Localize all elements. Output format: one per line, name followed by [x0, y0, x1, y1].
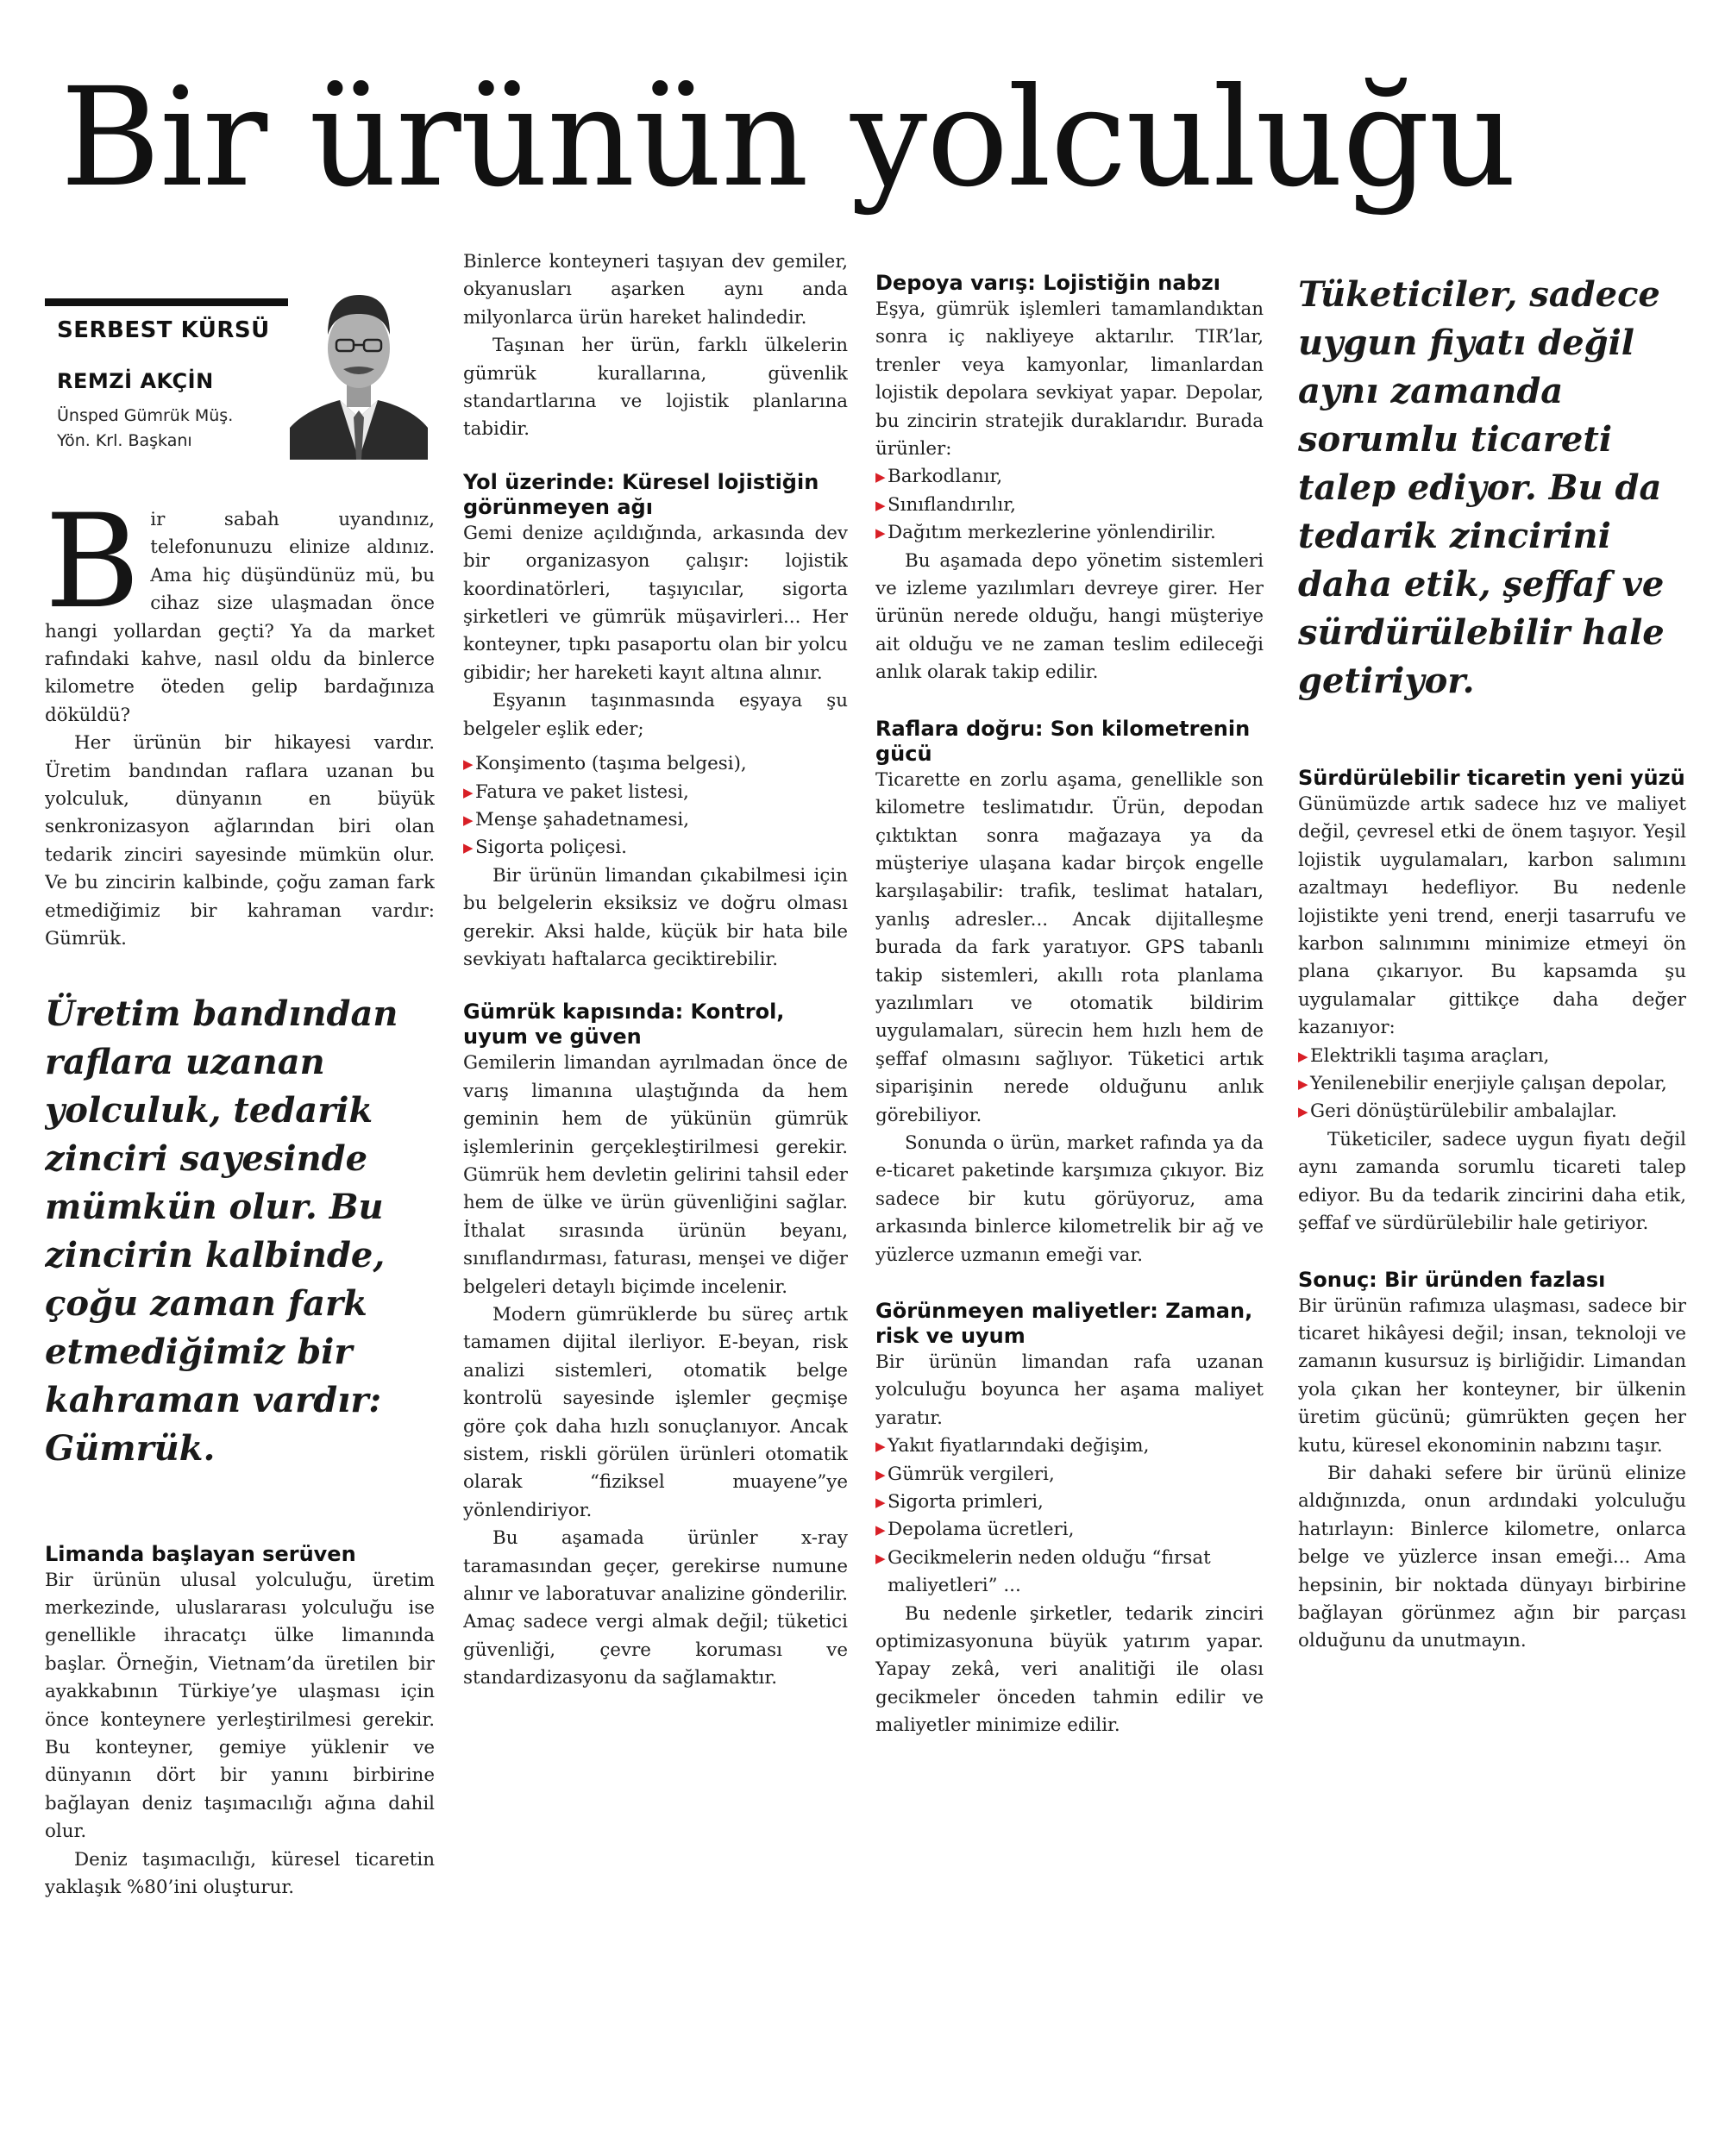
paragraph: Deniz taşımacılığı, küresel ticaretin yaklaşık %80’ini oluşturur. — [45, 1848, 435, 1898]
list-item-text: Yenilenebilir enerjiyle çalışan depolar, — [1310, 1073, 1667, 1095]
list-item-text: Barkodlanır, — [888, 466, 1003, 488]
list-item — [1298, 1070, 1686, 1098]
list-item — [463, 806, 848, 834]
section-text — [875, 767, 1264, 1269]
subheading-depoya-varis: Depoya varış: Lojistiğin nabzı — [875, 271, 1220, 295]
bullet-triangle-icon: ▶ — [875, 469, 886, 486]
paragraph: Bir ürünün ulusal yolculuğu, üretim merkezinde, uluslararası yolculuğu ise genellikle ihracatçı ülke limanında başlar. Örneğin, Vietnam’da üretilen bir ayakkabının Türkiye’ye ulaşması için önce konteynere yerleştirilmesi gerekir. Bu konteyner, gemiye yüklenir ve dünyanın dört bir yanını birbirine bağlayan deniz taşımacılığı ağına dahil olur. — [45, 1569, 435, 1843]
section-text — [875, 1349, 1264, 1432]
list-item — [875, 1516, 1264, 1544]
section-text — [463, 520, 848, 743]
paragraph: Bu nedenle şirketler, tedarik zinciri optimizasyonuna büyük yatırım yapar. Yapay zekâ, veri analitiği ile olası gecikmeler önceden tahmin edilir ve maliyetler minimize edilir. — [875, 1602, 1264, 1737]
list-item-text: Depolama ücretleri, — [888, 1519, 1075, 1541]
subheading-gumruk-kapisinda: Gümrük kapısında: Kontrol, uyum ve güven — [463, 1000, 785, 1050]
paragraph: Günümüzde artık sadece hız ve maliyet değil, çevresel etki de önem taşıyor. Yeşil lojistik uygulamaları, karbon salımını azaltmayı hedefliyor. Bu nedenle lojistikte yeni trend, enerji tasarrufu ve karbon salınımını minimize etmeyi ön plana çıkarıyor. Bu kapsamda şu uygulamalar gittikçe daha değer kazanıyor: — [1298, 793, 1686, 1039]
paragraph: Eşya, gümrük işlemleri tamamlandıktan sonra iç nakliyeye aktarılır. TIR’lar, trenler veya kamyonlar, limanlardan lojistik depolara sevkiyat yapar. Depolar, bu zincirin stratejik duraklarıdır. Burada ürünler: — [875, 298, 1264, 461]
section-text — [1298, 1126, 1686, 1238]
paragraph: Bir dahaki sefere bir ürünü elinize aldığınızda, onun ardındaki yolculuğu hatırlayın: Binlerce kilometre, onlarca belge ve yüzlerce insan emeği... Ama hepsinin, bir noktada dünyayı birbirine bağlayan görünmez ağın bir parçası olduğunu da unutmayın. — [1298, 1462, 1686, 1652]
paragraph: Sonunda o ürün, market rafında ya da e-ticaret paketinde karşımıza çıkıyor. Biz sadece bir kutu görüyoruz, ama arkasında binlerce kilometrelik bir ağ ve yüzlerce uzmanın emeği var. — [875, 1131, 1264, 1266]
document-list — [463, 750, 848, 862]
paragraph: Bu aşamada depo yönetim sistemleri ve izleme yazılımları devreye girer. Her ürünün nerede olduğu, hangi müşteriye ait olduğu ve ne zaman teslim edileceği anlık olarak takip edilir. — [875, 549, 1264, 684]
bullet-triangle-icon: ▶ — [463, 840, 474, 856]
column-4 — [1298, 248, 1686, 2113]
list-item — [463, 750, 848, 778]
subheading-yol-uzerinde: Yol üzerinde: Küresel lojistiğin görünmeyen ağı — [463, 469, 819, 519]
paragraph: Binlerce konteyneri taşıyan dev gemiler, okyanusları aşarken aynı anda milyonlarca ürün hareket halindedir. — [463, 251, 848, 329]
paragraph: Eşyanın taşınmasında eşyaya şu belgeler eşlik eder; — [463, 690, 848, 740]
subheading-raflara-dogru: Raflara doğru: Son kilometrenin gücü — [875, 716, 1251, 766]
list-item — [875, 1461, 1264, 1489]
bullet-triangle-icon: ▶ — [875, 525, 886, 542]
paragraph: Gemi denize açıldığında, arkasında dev bir organizasyon çalışır: lojistik koordinatörleri, taşıyıcılar, sigorta şirketleri ve gümrük müşavirleri... Her konteyner, tıpkı pasaportu olan bir yolcu gibidir; her hareketi kayıt altına alınır. — [463, 522, 848, 684]
paragraph: Modern gümrüklerde bu süreç artık tamamen dijital ilerliyor. E-beyan, risk analizi sistemleri, otomatik belge kontrolü sayesinde işlemler geçmişe göre çok daha hızlı sonuçlanıyor. Ancak sistem, riskli görülen ürünleri otomatik olarak “fiziksel muayene”ye yönlendiriyor. — [463, 1304, 848, 1521]
bullet-triangle-icon: ▶ — [463, 812, 474, 828]
bullet-triangle-icon: ▶ — [875, 1522, 886, 1539]
bullet-triangle-icon: ▶ — [875, 1495, 886, 1511]
list-item — [875, 1432, 1264, 1460]
drop-cap: B — [45, 487, 141, 637]
paragraph: Ticarette en zorlu aşama, genellikle son kilometre teslimatıdır. Ürün, depodan çıktıktan sonra mağazaya ya da müşteriye ulaşana kadar birçok engelle karşılaşabilir: trafik, teslimat hataları, yanlış adresler... Ancak dijitalleşme burada da fark yaratıyor. GPS tabanlı takip sistemleri, akıllı rota planlama yazılımları ve otomatik bildirim uygulamaları, sürecin hem hızlı hem de şeffaf olmasını sağlıyor. Tüketici artık siparişinin nerede olduğunu anlık görebiliyor. — [875, 768, 1264, 1126]
intro-paragraph-text: ir sabah uyandınız, telefonunuzu elinize aldınız. Ama hiç düşündünüz mü, bu cihaz size ulaşmadan önce hangi yollardan geçti? Ya da market rafındaki kahve, nasıl oldu da binlerce kilometre öteden gelip bardağınıza döküldü? — [45, 509, 435, 726]
list-item — [1298, 1043, 1686, 1070]
bullet-triangle-icon: ▶ — [875, 1466, 886, 1482]
list-item-text: Sigorta primleri, — [888, 1491, 1044, 1514]
list-item-text: Geri dönüştürülebilir ambalajlar. — [1310, 1100, 1617, 1123]
list-item — [875, 1489, 1264, 1516]
section-text — [875, 548, 1264, 687]
paragraph: Gemilerin limandan ayrılmadan önce de varış limanına ulaştığında da hem geminin hem de yükünün gümrük işlemlerinin gerçekleştirilmesi gerekir. Gümrük hem devletin gelirini tahsil eder hem de ülke ve ürün güvenliğini sağlar. İthalat sırasında ürünün beyanı, sınıflandırması, faturası, menşei ve diğer belgeleri detaylı biçimde incelenir. — [463, 1052, 848, 1298]
green-list — [1298, 1043, 1686, 1126]
list-item-text: Gümrük vergileri, — [888, 1463, 1055, 1485]
column-1 — [45, 248, 435, 2113]
list-item-text: Dağıtım merkezlerine yönlendirilir. — [888, 522, 1216, 544]
byline-box — [45, 248, 435, 468]
bullet-triangle-icon: ▶ — [463, 784, 474, 800]
section-rule — [45, 298, 288, 306]
subheading-sonuc: Sonuç: Bir üründen fazlası — [1298, 1267, 1606, 1292]
headline: Bir ürünün yolculuğu — [60, 59, 1516, 217]
author-position-line-1: Ünsped Gümrük Müş. — [57, 406, 234, 425]
author-portrait-icon — [290, 274, 428, 460]
author-position — [57, 404, 233, 454]
section-text — [463, 1050, 848, 1692]
list-item — [875, 492, 1264, 519]
section-text — [875, 296, 1264, 463]
list-item-text: Yakıt fiyatlarındaki değişim, — [888, 1435, 1150, 1457]
section-text — [1298, 791, 1686, 1043]
list-item — [1298, 1098, 1686, 1125]
section-text — [1298, 1293, 1686, 1656]
paragraph: Her ürünün bir hikayesi vardır. Üretim bandından raflara uzanan bu yolculuk, dünyanın en büyük senkronizasyon ağlarından biri olan tedarik zinciri sayesinde mümkün olur. Ve bu zincirin kalbinde, çoğu zaman fark etmediğimiz bir kahraman vardır: Gümrük. — [45, 732, 435, 950]
list-item-text: Menşe şahadetnamesi, — [475, 808, 690, 830]
list-item — [463, 834, 848, 862]
warehouse-list — [875, 463, 1264, 547]
list-item-text: Gecikmelerin neden olduğu “fırsat maliyetleri” ... — [888, 1546, 1211, 1597]
section-text — [463, 862, 848, 975]
paragraph: Bir ürünün rafımıza ulaşması, sadece bir ticaret hikâyesi değil; insan, teknoloji ve zamanın kusursuz iş birliğidir. Limandan yola çıkan her konteyner, bir ülkenin üretim gücünü; gümrükten geçen her kutu, küresel ekonominin nabzını taşır. — [1298, 1294, 1686, 1457]
intro-text — [45, 487, 435, 954]
bullet-triangle-icon: ▶ — [875, 1550, 886, 1566]
subheading-surdurulebilir: Sürdürülebilir ticaretin yeni yüzü — [1298, 766, 1685, 790]
list-item — [875, 519, 1264, 547]
pull-quote: Üretim bandından raflara uzanan yolculuk, tedarik zinciri sayesinde mümkün olur. Bu zincirin kalbinde, çoğu zaman fark etmediğimiz bir kahraman vardır: Gümrük. — [45, 993, 398, 1469]
section-text — [463, 248, 848, 444]
subheading-gorunmeyen-maliyetler: Görünmeyen maliyetler: Zaman, risk ve uyum — [875, 1299, 1253, 1348]
bullet-triangle-icon: ▶ — [1298, 1076, 1308, 1093]
bullet-triangle-icon: ▶ — [875, 497, 886, 513]
list-item-text: Sigorta poliçesi. — [475, 837, 627, 859]
list-item-text: Fatura ve paket listesi, — [475, 780, 689, 803]
list-item — [463, 779, 848, 806]
list-item — [875, 463, 1264, 491]
section-label: SERBEST KÜRSÜ — [57, 317, 270, 343]
paragraph: Bir ürünün limandan çıkabilmesi için bu belgelerin eksiksiz ve doğru olması gerekir. Aksi halde, küçük bir hata bile sevkiyatı haftalarca geciktirebilir. — [463, 864, 848, 970]
intro-paragraph — [45, 487, 435, 730]
author-name: REMZİ AKÇİN — [57, 369, 214, 393]
column-2 — [463, 248, 848, 2113]
bullet-triangle-icon: ▶ — [463, 756, 474, 773]
paragraph: Tüketiciler, sadece uygun fiyatı değil aynı zamanda sorumlu ticareti talep ediyor. Bu da tedarik zincirini daha etik, şeffaf ve sürdürülebilir hale getiriyor. — [1298, 1128, 1686, 1235]
bullet-triangle-icon: ▶ — [1298, 1104, 1308, 1120]
list-item-text: Elektrikli taşıma araçları, — [1310, 1044, 1550, 1067]
list-item-text: Sınıflandırılır, — [888, 493, 1016, 516]
pull-quote: Tüketiciler, sadece uygun fiyatı değil aynı zamanda sorumlu ticareti talep ediyor. Bu da tedarik zincirini daha etik, şeffaf ve sürdürülebilir hale getiriyor. — [1298, 274, 1665, 701]
column-3 — [875, 248, 1264, 2113]
section-text — [45, 1567, 435, 1902]
paragraph: Bir ürünün limandan rafa uzanan yolculuğu boyunca her aşama maliyet yaratır. — [875, 1351, 1264, 1429]
paragraph: Taşınan her ürün, farklı ülkelerin gümrük kurallarına, güvenlik standartlarına ve lojistik planlarına tabidir. — [463, 335, 848, 441]
list-item — [875, 1545, 1264, 1601]
cost-list — [875, 1432, 1264, 1600]
paragraph: Bu aşamada ürünler x-ray taramasından geçer, gerekirse numune alınır ve laboratuvar analizine gönderilir. Amaç sadece vergi almak değil; tüketici güvenliği, çevre koruması ve standardizasyonu da sağlamaktır. — [463, 1527, 848, 1689]
section-text — [875, 1601, 1264, 1740]
subheading-limanda: Limanda başlayan serüven — [45, 1541, 356, 1566]
author-position-line-2: Yön. Krl. Başkanı — [57, 431, 192, 450]
bullet-triangle-icon: ▶ — [1298, 1048, 1308, 1064]
bullet-triangle-icon: ▶ — [875, 1438, 886, 1455]
list-item-text: Konşimento (taşıma belgesi), — [475, 753, 747, 775]
